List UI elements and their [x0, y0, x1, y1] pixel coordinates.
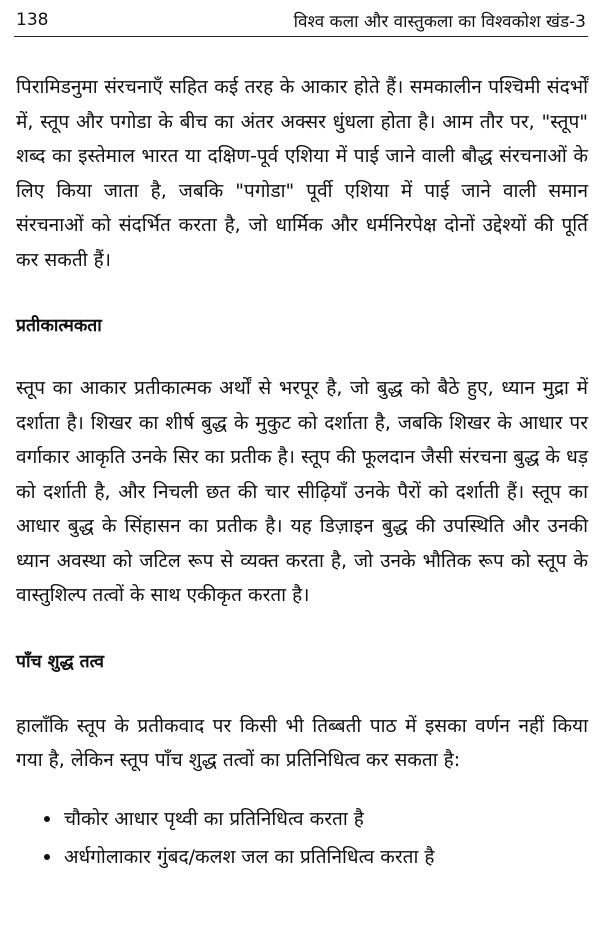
list-item: [16, 800, 588, 838]
list-item-text: अर्धगोलाकार गुंबद/कलश जल का प्रतिनिधित्व करता है: [64, 845, 435, 868]
paragraph-intro: पिरामिडनुमा संरचनाएँ सहित कई तरह के आकार होते हैं। समकालीन पश्चिमी संदर्भों में, स्तूप और पगोडा के बीच का अंतर अक्सर धुंधला होता है। आम तौर पर, "स्तूप" शब्द का इस्तेमाल भारत या दक्षिण-पूर्व एशिया में पाई जाने वाली बौद्ध संरचनाओं के लिए किया जाता है, जबकि "पगोडा" पूर्वी एशिया में पाई जाने वाली समान संरचनाओं को संदर्भित करता है, जो धार्मिक और धर्मनिरपेक्ष दोनों उद्देश्यों की पूर्ति कर सकती हैं।: [16, 76, 588, 271]
bullet-dot-icon: [44, 816, 50, 822]
section-heading-five-elements: पाँच शुद्ध तत्व: [16, 651, 104, 672]
elements-list: [16, 800, 588, 876]
running-title: विश्व कला और वास्तुकला का विश्वकोश खंड-3: [293, 12, 586, 32]
page-number: 138: [16, 10, 49, 30]
list-item-text: चौकोर आधार पृथ्वी का प्रतिनिधित्व करता है: [64, 807, 364, 830]
paragraph-symbolism: स्तूप का आकार प्रतीकात्मक अर्थों से भरपूर है, जो बुद्ध को बैठे हुए, ध्यान मुद्रा में दर्शाता है। शिखर का शीर्ष बुद्ध के मुकुट को दर्शाता है, जबकि शिखर के आधार पर वर्गाकार आकृति उनके सिर का प्रतीक है। स्तूप की फूलदान जैसी संरचना बुद्ध के धड़ को दर्शाती है, और निचली छत की चार सीढ़ियाँ उनके पैरों को दर्शाती हैं। स्तूप का आधार बुद्ध के सिंहासन का प्रतीक है। यह डिज़ाइन बुद्ध की उपस्थिति और उनकी ध्यान अवस्था को जटिल रूप से व्यक्त करता है, जो उनके भौतिक रूप को स्तूप के वास्तुशिल्प तत्वों के साथ एकीकृत करता है।: [16, 377, 588, 606]
page-content: [16, 70, 588, 876]
paragraph-five-elements: हालाँकि स्तूप के प्रतीकवाद पर किसी भी तिब्बती पाठ में इसका वर्णन नहीं किया गया है, लेकिन स्तूप पाँच शुद्ध तत्वों का प्रतिनिधित्व कर सकता है:: [16, 714, 588, 771]
page-header: [14, 6, 588, 37]
list-item: [16, 838, 588, 876]
bullet-dot-icon: [44, 854, 50, 860]
section-heading-symbolism: प्रतीकात्मकता: [16, 316, 102, 336]
